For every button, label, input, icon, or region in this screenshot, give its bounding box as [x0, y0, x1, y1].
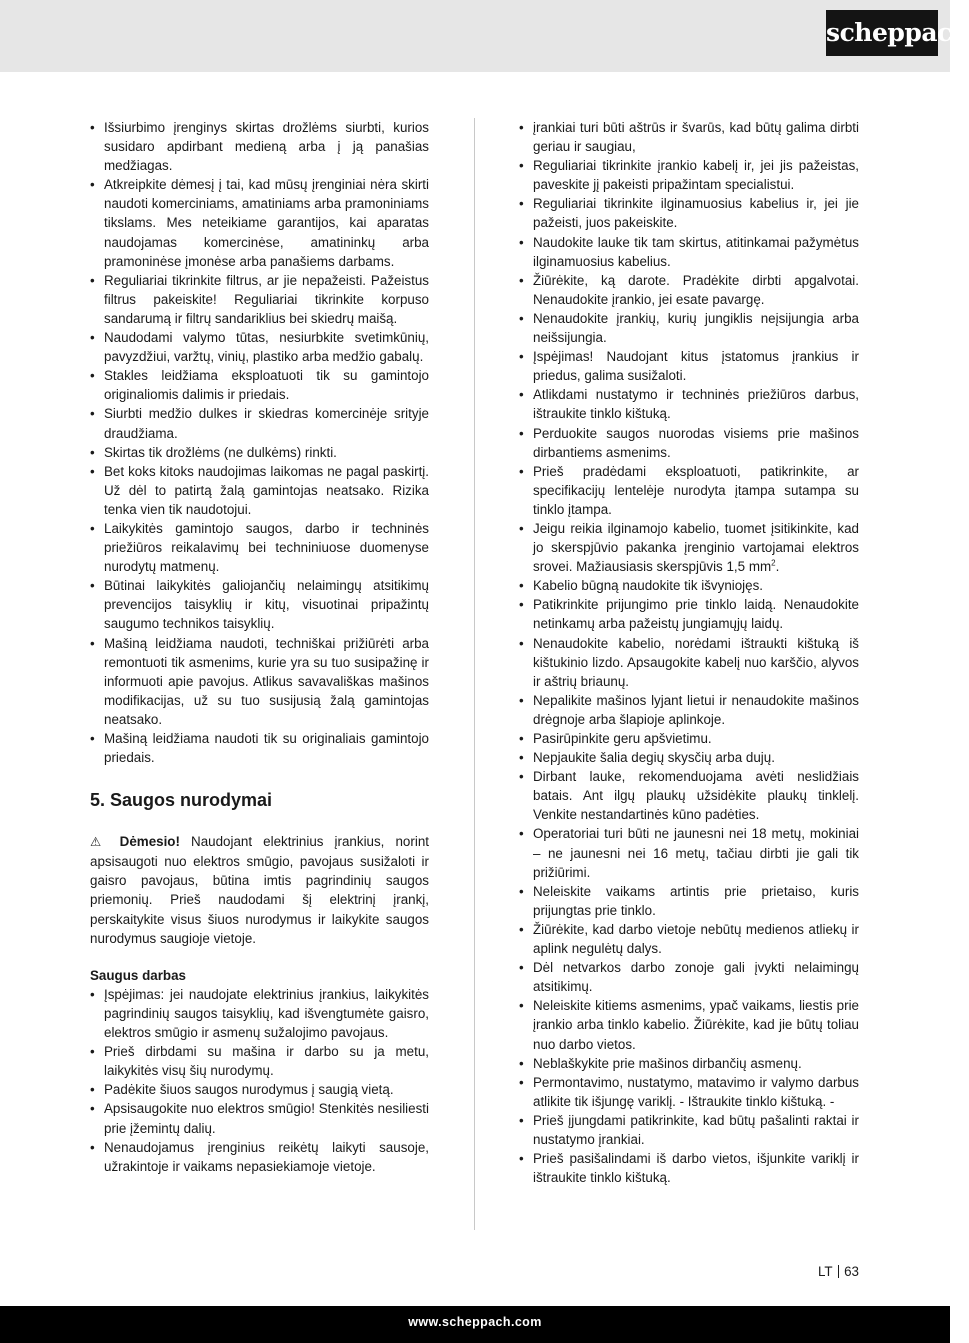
list-item: • Nenaudokite įrankių, kurių jungiklis neįsijungia arba neišsijungia. [519, 309, 859, 347]
list-item: • Būtinai laikykitės galiojančių nelaimingų atsitikimų prevencijos taisyklių ir kitų, visuotinai pripažintų saugumo technikos taisyklių. [90, 576, 429, 633]
list-item: • Patikrinkite prijungimo prie tinklo laidą. Nenaudokite netinkamų arba pažeistų jungiamųjų laidų. [519, 595, 859, 633]
safety-list [519, 118, 859, 1187]
list-item: • Atkreipkite dėmesį į tai, kad mūsų įrenginiai nėra skirti naudoti komerciniams, amatiniams arba pramoniniams tikslams. Mes neteikiame garantijos, kai aparatas naudojamas komercinėse, amatininkų arba pramoninėse įmonėse arba panašiems darbams. [90, 175, 429, 270]
list-item: • Bet koks kitoks naudojimas laikomas ne pagal paskirtį. Už dėl to patirtą žalą gamintojas neatsako. Rizika tenka vien tik naudotojui. [90, 462, 429, 519]
list-item: • Apsisaugokite nuo elektros smūgio! Stenkitės nesiliesti prie įžemintų dalių. [90, 1099, 429, 1137]
list-item: • Siurbti medžio dulkes ir skiedras komercinėje srityje draudžiama. [90, 404, 429, 442]
right-column [519, 118, 859, 1187]
warning-paragraph [90, 832, 429, 948]
list-item: • Reguliariai tikrinkite įrankio kabelį ir, jei jis pažeistas, paveskite jį pakeisti pripažintam specialistui. [519, 156, 859, 194]
list-item: • Perduokite saugos nuorodas visiems prie mašinos dirbantiems asmenims. [519, 424, 859, 462]
header-band [0, 0, 969, 72]
list-item: • Žiūrėkite, kad darbo vietoje nebūtų medienos atliekų ir aplink negulėtų dalys. [519, 920, 859, 958]
list-item: • Reguliariai tikrinkite ilginamuosius kabelius ir, jei jie pažeisti, juos pakeiskite. [519, 194, 859, 232]
list-item: • Prieš pradėdami eksploatuoti, patikrinkite, ar specifikacijų lentelėje nurodyta įtampa sutampa su tinklo įtampa. [519, 462, 859, 519]
list-item: • Atlikdami nustatymo ir techninės priežiūros darbus, ištraukite tinklo kištuką. [519, 385, 859, 423]
warning-text: Naudojant elektrinius įrankius, norint apsisaugoti nuo elektros smūgio, pavojaus susižaloti ir gaisro pavojaus, būtina imtis pagrindinių saugos priemonių. Prieš naudodami šį elektrinį įrankį, perskaitykite visus šiuos nurodymus ir laikykite saugos nurodymus saugioje vietoje. [90, 834, 429, 946]
list-item: • Neblaškykite prie mašinos dirbančių asmenų. [519, 1054, 859, 1073]
list-item: • Įspėjimas: jei naudojate elektrinius įrankius, laikykitės pagrindinių saugos taisyklių, kad išvengtumėte gaisro, elektros smūgio ir asmenų sužalojimo pavojaus. [90, 985, 429, 1042]
list-item: • Nepjaukite šalia degių skysčių arba dujų. [519, 748, 859, 767]
list-item-cable [519, 519, 859, 576]
warning-label: Dėmesio! [119, 834, 180, 850]
page-number [818, 1264, 859, 1279]
list-item: • Stakles leidžiama eksploatuoti tik su gamintojo originaliomis dalimis ir priedais. [90, 366, 429, 404]
list-item: • Nenaudojamus įrenginius reikėtų laikyti sausoje, užrakintoje ir vaikams nepasiekiamoje vietoje. [90, 1138, 429, 1176]
list-item: • Nepalikite mašinos lyjant lietui ir nenaudokite mašinos drėgnoje arba šlapioje aplinkoje. [519, 691, 859, 729]
usage-list [90, 118, 429, 767]
list-item: • įrankiai turi būti aštrūs ir švarūs, kad būtų galima dirbti geriau ir saugiau, [519, 118, 859, 156]
list-item: • Dirbant lauke, rekomenduojama avėti neslidžiais batais. Ant ilgų plaukų užsidėkite plaukų tinklelį. Venkite nestandartinės kūno padėties. [519, 767, 859, 824]
list-item: • Pasirūpinkite geru apšvietimu. [519, 729, 859, 748]
list-item: • Naudokite lauke tik tam skirtus, atitinkamai pažymėtus ilginamuosius kabelius. [519, 233, 859, 271]
column-divider [474, 118, 475, 1230]
list-item: • Nenaudokite kabelio, norėdami ištraukti kištuką iš kištukinio lizdo. Apsaugokite kabelį nuo karščio, alyvos ir aštrių briaunų. [519, 634, 859, 691]
list-item: • Prieš dirbdami su mašina ir darbo su ja metu, laikykitės visų šių nurodymų. [90, 1042, 429, 1080]
list-item: • Padėkite šiuos saugos nurodymus į saugią vietą. [90, 1080, 429, 1099]
list-item: • Reguliariai tikrinkite filtrus, ar jie nepažeisti. Pažeistus filtrus pakeiskite! Reguliariai tikrinkite korpuso sandarumą ir filtrų sandariklius bei skiedrų maišą. [90, 271, 429, 328]
list-item: • Išsiurbimo įrenginys skirtas drožlėms siurbti, kurios susidaro apdirbant medieną arba į ją panašias medžiagas. [90, 118, 429, 175]
left-column [90, 118, 429, 1176]
list-item: • Laikykitės gamintojo saugos, darbo ir techninės priežiūros reikalavimų bei techniniuose duomenyse nurodytų matmenų. [90, 519, 429, 576]
cable-text: Jeigu reikia ilginamojo kabelio, tuomet įsitikinkite, kad jo skerspjūvio pakanka įrenginio vartojamai elektros srovei. Mažiausiasis skerspjūvis 1,5 mm [533, 520, 859, 575]
list-item: • Permontavimo, nustatymo, matavimo ir valymo darbus atlikite tik išjungę variklį. - Ištraukite tinklo kištuką. - [519, 1073, 859, 1111]
list-item: • Neleiskite kitiems asmenims, ypač vaikams, liestis prie įrankio arba tinklo kabelio. Žiūrėkite, kad jie būtų toliau nuo darbo vietos. [519, 996, 859, 1053]
cable-text-end: . [775, 559, 780, 575]
scheppach-logo: scheppach [826, 10, 938, 56]
footer-url[interactable]: www.scheppach.com [408, 1315, 542, 1329]
list-item: • Įspėjimas! Naudojant kitus įstatomus įrankius ir priedus, galima susižaloti. [519, 347, 859, 385]
list-item: • Neleiskite vaikams artintis prie prietaiso, kuris prijungtas prie tinklo. [519, 882, 859, 920]
list-item: • Žiūrėkite, ką darote. Pradėkite dirbti apgalvotai. Nenaudokite įrankio, jei esate pavargę. [519, 271, 859, 309]
list-item: • Prieš pasišalindami iš darbo vietos, išjunkite variklį ir ištraukite tinklo kištuką. [519, 1149, 859, 1187]
warning-triangle-icon: ⚠ [90, 835, 109, 850]
section-title: 5. Saugos nurodymai [90, 790, 273, 811]
footer-band [0, 1306, 950, 1343]
page-language: LT [817, 1264, 833, 1279]
list-item: • Skirtas tik drožlėms (ne dulkėms) rinkti. [90, 443, 429, 462]
list-item: • Prieš įjungdami patikrinkite, kad būtų pašalinti raktai ir nustatymo įrankiai. [519, 1111, 859, 1149]
list-item: • Operatoriai turi būti ne jaunesni nei 18 metų, mokiniai – ne jaunesni nei 16 metų, tačiau dirbti jie gali tik prižiūrimi. [519, 824, 859, 881]
list-item: • Naudodami valymo tūtas, nesiurbkite svetimkūnių, pavyzdžiui, varžtų, vinių, plastiko arba medžio gabalų. [90, 328, 429, 366]
page-number-separator [838, 1265, 840, 1278]
superscript: 2 [771, 558, 776, 568]
list-item: • Mašiną leidžiama naudoti, techniškai prižiūrėti arba remontuoti tik asmenims, kurie yra su tuo susipažinę ir informuoti apie pavojus. Atlikus savavališkas mašinos modifikacijas, už su tuo susijusią žalą gamintojas neatsako. [90, 634, 429, 729]
safe-work-list [90, 985, 429, 1176]
list-item: • Mašiną leidžiama naudoti tik su originaliais gamintojo priedais. [90, 729, 429, 767]
list-item: • Kabelio būgną naudokite tik išvyniojęs. [519, 576, 859, 595]
list-item: • Dėl netvarkos darbo zonoje gali įvykti nelaimingų atsitikimų. [519, 958, 859, 996]
subsection-title: Saugus darbas [90, 967, 186, 983]
page-number-value: 63 [844, 1264, 859, 1279]
